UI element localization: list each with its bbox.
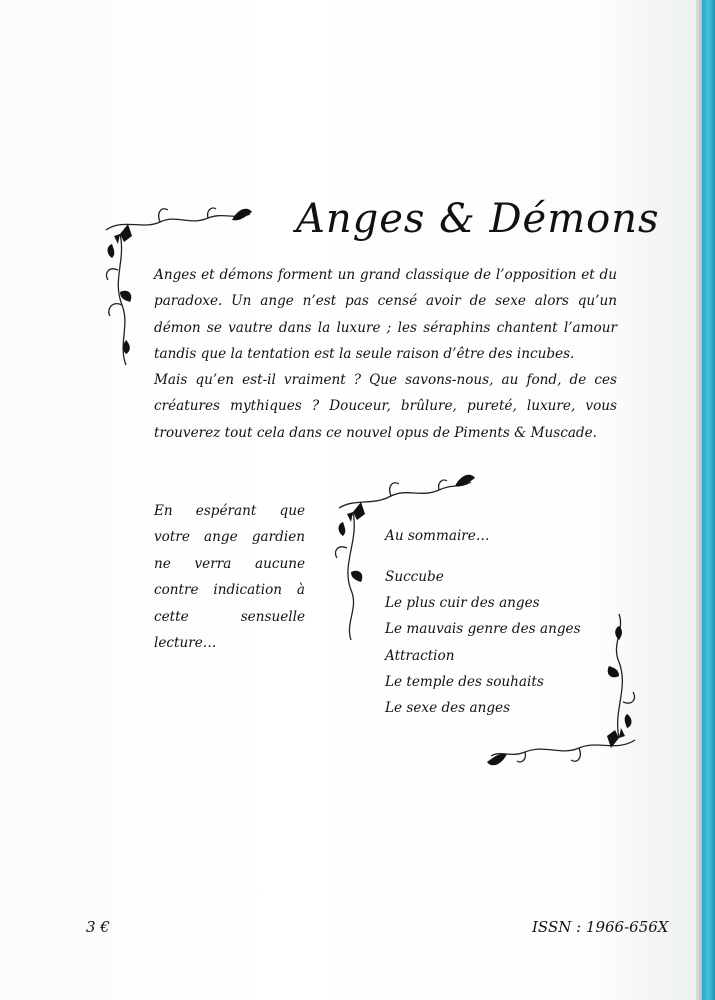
- summary-item: Le plus cuir des anges: [385, 595, 540, 612]
- issn-label: ISSN : 1966-656X: [532, 918, 669, 936]
- closing-text: En espérant que votre ange gardien ne verra aucune contre indication à cette sensuelle lecture…: [154, 503, 305, 652]
- intro-paragraph: Anges et démons forment un grand classique de l’opposition et du paradoxe. Un ange n’est pas censé avoir de sexe alors qu’un démon se vautre dans la luxure ; les séraphins chantent l’amour tandis que la tentation est la seule raison d’être des incubes.: [154, 267, 617, 362]
- intro-text: [154, 262, 617, 446]
- summary-item: Le mauvais genre des anges: [385, 621, 581, 638]
- cover-edge: [702, 0, 715, 1000]
- summary-item: Succube: [385, 569, 444, 585]
- intro-paragraph: Mais qu’en est-il vraiment ? Que savons-nous, au fond, de ces créatures mythiques ? Douceur, brûlure, pureté, luxure, vous trouverez tout cela dans ce nouvel opus de Piments & Muscade.: [154, 372, 617, 441]
- page-title: Anges & Démons: [296, 196, 660, 242]
- summary-item: Le sexe des anges: [385, 700, 511, 717]
- summary-heading: Au sommaire…: [385, 528, 490, 544]
- price-label: 3 €: [86, 918, 110, 936]
- summary-item: Attraction: [385, 647, 455, 664]
- summary-item: Le temple des souhaits: [385, 673, 544, 690]
- summary-list: [385, 564, 581, 721]
